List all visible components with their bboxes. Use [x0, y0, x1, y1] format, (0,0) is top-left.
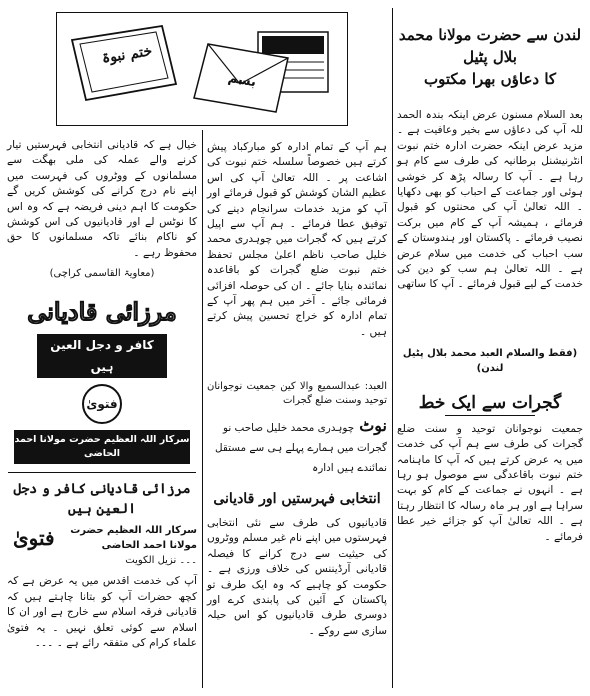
article-body-fatwa: آپ کی خدمت اقدس میں یہ عرض ہے کہ کچھ حضرات آپ کو بتانا چاہتے ہیں کہ قادیانی فرقہ اسلام سے خارج ہے اور ان کا اسلام سے کوئی تعلق نہیں ۔ یہ فتویٰ علماء کرام کی متفقہ رائے ہے ۔ ۔۔۔ — [7, 575, 197, 650]
article-source: (معاویۃ القاسمی کراچی) — [49, 268, 155, 279]
article-signature-congrats: العبد: عبدالسمیع والا کین جمعیت نوجوانان توحید وسنت ضلع گجرات — [207, 381, 387, 406]
column-divider — [392, 8, 393, 688]
article-title-gujrat: گجرات سے ایک خط — [418, 392, 562, 413]
note-block — [204, 416, 390, 476]
title-line-1: لندن سے حضرت مولانا محمد بلال پٹیل — [398, 26, 582, 66]
article-body-gujrat: جمعیت نوجوانان توحید و سنت ضلع گجرات کی طرف سے ہم آپ کی خدمت میں یہ عرض کرتے ہیں کہ آپ کا ماہنامہ ختم نبوت باقاعدگی سے موصول ہو رہا ہے ۔ انہوں نے جماعت کے کام کو بہت سراہا ہے اور ہر ماہ رسالہ کا انتظار رہتا ہے ۔ اللہ تعالیٰ آپ کو جزائے خیر عطا فرمائے ۔ — [397, 422, 583, 543]
title-line-2: کا دعاؤں بھرا مکتوب — [423, 70, 557, 88]
stamp-text: ختم نبوۃ — [100, 43, 154, 67]
article-title-electoral: انتخابی فہرستیں اور قادیانی — [213, 491, 381, 507]
title-underline — [445, 415, 535, 416]
article-body-london: بعد السلام مسنون عرض اینکہ بندہ الحمد للہ آپ کی دعاؤں سے بخیر وعافیت ہے ۔ مزید عرض اینکہ حضرت ادارہ ختم نبوت انٹرنیشنل برطانیہ کی طرف سے کام ہو رہا ہے ۔ آپ کا رسالہ پڑھ کر خوشی ہوئی اور جماعت کے احباب کو بھی دکھایا ۔ اللہ تعالیٰ آپ کی محنتوں کو قبول فرمائے ، ہمیشہ آپ کے کام میں برکت نصیب فرمائے ۔ پاکستان اور ہندوستان کے سب احباب کی خدمت میں سلام عرض ہے ۔ اللہ تعالیٰ ہم سب کو دین کی خدمت کے لیے قبول فرمائے ۔ آپ کا ساتھی — [397, 109, 583, 291]
article-title-london — [394, 24, 586, 90]
article-body-warning: خیال ہے کہ قادیانی انتخابی فہرستیں تیار کرنے والے عملہ کی ملی بھگت سے مسلمانوں کے ووٹروں کی فہرست میں اپنے نام درج کرانے کی کوشش کریں گے حکومت کا اہم دینی فریضہ ہے کہ وہ اس کا نوٹس لے اور قادیانیوں کی اس کوشش کو ناکام بنائے تاکہ مسلمانوں کا حق محفوظ رہے ۔ — [7, 139, 197, 259]
article-signature-london: (فقط والسلام العبد محمد بلال پٹیل لندن) — [402, 348, 578, 375]
envelope-text: بسم — [226, 70, 258, 91]
article-body-congrats: ہم آپ کے تمام ادارہ کو مبارکباد پیش کرتے ہیں خصوصاً سلسلہ ختم نبوت کی اشاعت پر ۔ اللہ تعالیٰ آپ کی اس عظیم الشان کوشش کو قبول فرمائے اور آپ کو مزید خدمات سرانجام دینے کی توفیق عطا فرمائے ۔ ہم آپ سے اپیل کرتے ہیں کہ گجرات میں چوہدری محمد خلیل صاحب ناظم اعلیٰ مجلس تحفظ ختم نبوت ضلع گجرات کو باقاعدہ نمائندہ بنایا جائے ۔ ان کی حوصلہ افزائی فرمائی جائے ۔ آخر میں ہم پھر آپ کے تمام ادارہ کو خراج تحسین پیش کرتے ہیں ۔ — [207, 141, 387, 338]
headline-kafir: مرزائی قادیانی کافر و دجل العین ہیں — [13, 481, 191, 518]
fatwa-circle-word: فتویٰ — [86, 397, 118, 412]
banner-byline: سرکار اللہ العظیم حضرت مولانا احمد الحاضی — [14, 430, 190, 464]
section-rule — [8, 472, 196, 473]
fatwa-sub: ۔۔۔ نزیل الکویت — [125, 555, 197, 567]
note-label: نوٹ — [359, 416, 387, 435]
fatwa-byline: سرکار اللہ العظیم حضرت مولانا احمد الحاضی — [70, 525, 197, 552]
outline-title: مرزائی قادیانی — [27, 297, 177, 327]
banner-kafir: کافر و دجل العین ہیں — [37, 334, 167, 378]
article-body-electoral: قادیانیوں کی طرف سے نئی انتخابی فہرستوں میں اپنے نام غیر مسلم ووٹروں کی حیثیت سے درج کرانے کا فیصلہ قادیانی آرڈیننس کی خلاف ورزی ہے ۔ حکومت کو چاہیے کہ وہ ایک طرف تو پاکستان کے آئین کی پابندی کرے اور دوسری طرف قادیانیوں کو اس حیلہ سازی سے روکے ۔ — [207, 517, 387, 637]
fatwa-circle — [82, 384, 122, 424]
column-right — [394, 0, 586, 696]
column-divider — [202, 130, 203, 688]
column-left — [4, 0, 200, 696]
note-text: چوہدری محمد خلیل صاحب نو گجرات میں ہمارے پہلے ہی سے مستقل نمائندے ہیں ادارہ — [215, 422, 387, 474]
fatwa-label: فتویٰ — [13, 526, 55, 551]
fatwa-row — [4, 523, 200, 568]
